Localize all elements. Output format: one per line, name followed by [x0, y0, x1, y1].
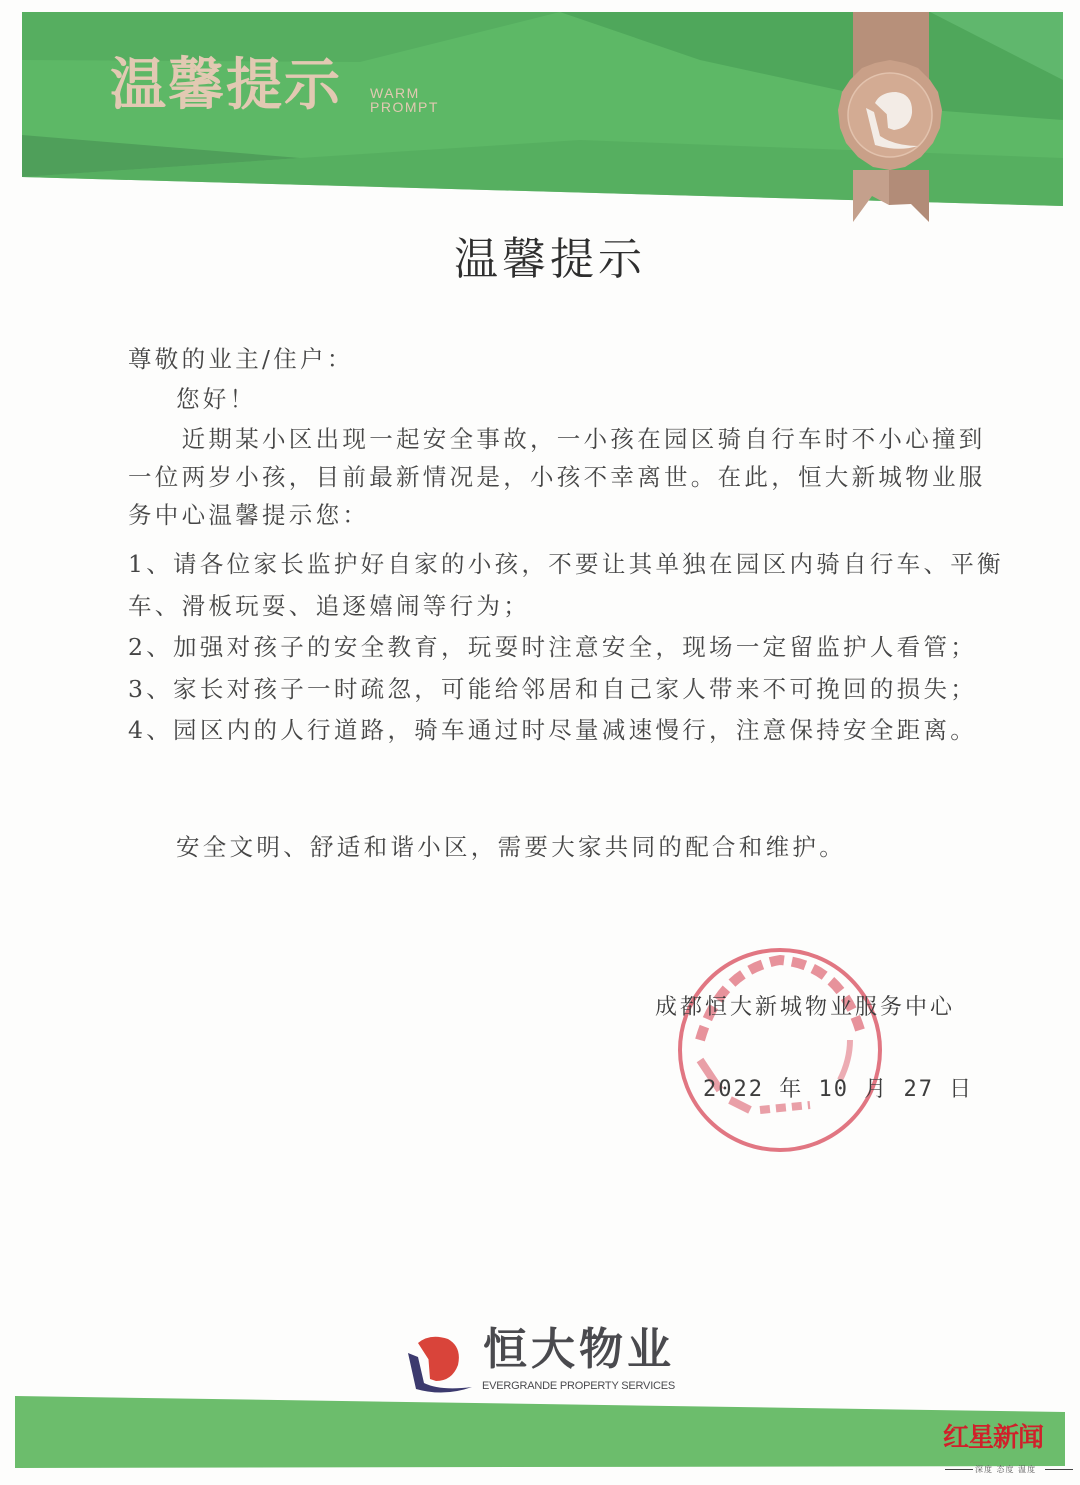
- document-title: 温馨提示: [454, 234, 646, 285]
- salutation: 尊敬的业主/住户：: [128, 345, 354, 373]
- banner-title-en: [370, 86, 439, 114]
- greeting: 您好！: [176, 385, 257, 413]
- footer-logo-cn: 恒大物业: [483, 1324, 675, 1375]
- paragraph-line: 一位两岁小孩，目前最新情况是，小孩不幸离世。在此，恒大新城物业服: [128, 463, 986, 491]
- paragraph-line: 务中心温馨提示您：: [128, 501, 370, 529]
- notice-paragraph: [128, 420, 988, 534]
- list-item: 1、请各位家长监护好自家的小孩，不要让其单独在园区内骑自行车、平衡: [128, 550, 1004, 578]
- watermark-divider-left: [945, 1469, 973, 1470]
- header-banner: [0, 0, 1080, 260]
- watermark-brand: 红星新闻: [943, 1423, 1044, 1453]
- banner-title-en-line2: PROMPT: [370, 99, 439, 115]
- closing-line: 安全文明、舒适和谐小区，需要大家共同的配合和维护。: [176, 833, 846, 861]
- watermark-tagline: 深度 态度 温度: [975, 1465, 1037, 1474]
- paragraph-line: 近期某小区出现一起安全事故，一小孩在园区骑自行车时不小心撞到: [128, 425, 986, 453]
- signature-organization: 成都恒大新城物业服务中心: [655, 995, 956, 1020]
- list-item: 3、家长对孩子一时疏忽，可能给邻居和自己家人带来不可挽回的损失；: [128, 674, 978, 703]
- list-item: 车、滑板玩耍、追逐嬉闹等行为；: [128, 591, 530, 620]
- safety-tips-list: [128, 544, 1004, 752]
- footer-banner: [0, 1380, 1080, 1485]
- list-item: 2、加强对孩子的安全教育，玩耍时注意安全，现场一定留监护人看管；: [128, 633, 978, 661]
- footer-logo-en: EVERGRANDE PROPERTY SERVICES: [482, 1380, 676, 1392]
- banner-title-en-line1: WARM: [370, 85, 420, 101]
- official-stamp-icon: [660, 930, 900, 1170]
- watermark-divider-right: [1045, 1469, 1073, 1470]
- list-item: 4、园区内的人行道路，骑车通过时尽量减速慢行，注意保持安全距离。: [128, 716, 978, 744]
- banner-title-cn: 温馨提示: [110, 53, 342, 118]
- signature-date: 2022 年 10 月 27 日: [703, 1077, 974, 1102]
